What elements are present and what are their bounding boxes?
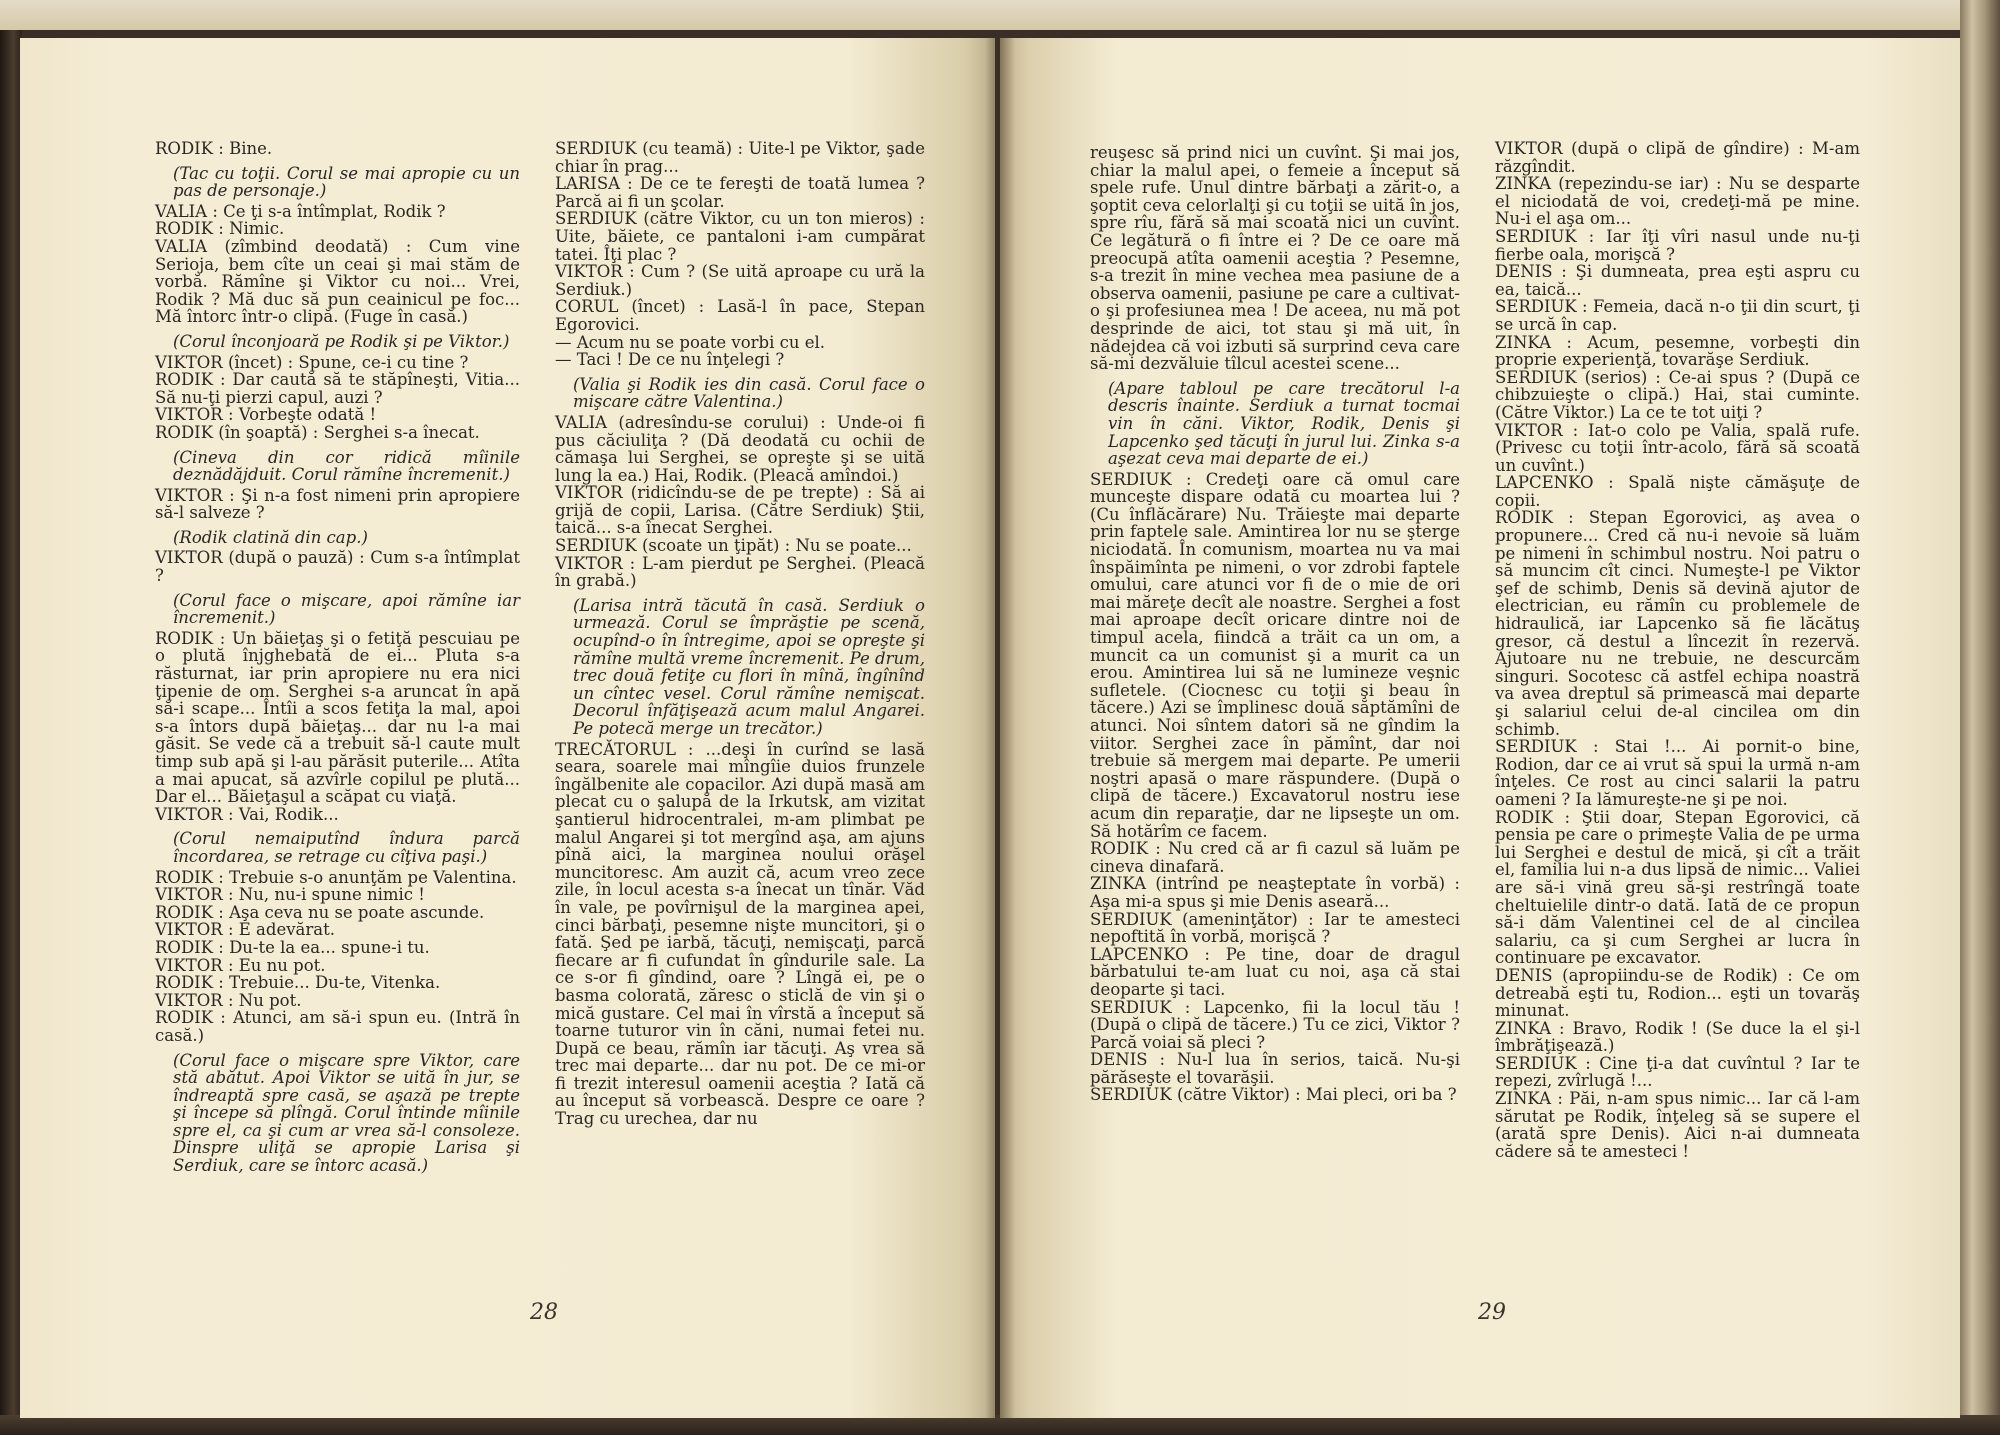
dialogue-line: ZINKA : Păi, n-am spus nimic... Iar că l-am sărutat pe Rodik, înţeleg să se supere el (arată spre Denis). Aici n-ai dumneata cădere să te amesteci !: [1495, 1089, 1860, 1161]
page-stack-right-edge: [1960, 0, 2000, 1435]
stage-direction: (Corul nemaiputînd îndura parcă încordarea, se retrage cu cîţiva paşi.): [173, 829, 520, 866]
dialogue-line: RODIK : Atunci, am să-i spun eu. (Intră în casă.): [155, 1008, 520, 1045]
dialogue-line: LAPCENKO : Spală nişte cămăşuţe de copii.: [1495, 473, 1860, 510]
dialogue-line: SERDIUK : Iar îţi vîri nasul unde nu-ţi fierbe oala, morişcă ?: [1495, 226, 1860, 264]
dialogue-line: RODIK (în şoaptă) : Serghei s-a înecat.: [155, 422, 480, 442]
dialogue-line: RODIK : Dar caută să te stăpîneşti, Vitia... Să nu-ţi pierzi capul, auzi ?: [155, 370, 520, 407]
dialogue-line: SERDIUK (ameninţător) : Iar te amesteci nepoftită în vorbă, morişcă ?: [1090, 909, 1460, 947]
dialogue-line: VIKTOR : Şi n-a fost nimeni prin apropiere să-l salveze ?: [155, 485, 520, 523]
dialogue-line: VIKTOR (ridicîndu-se de pe trepte) : Să ai grijă de copii, Larisa. (Către Serdiuk) Ştii, taică... s-a înecat Serghei.: [555, 483, 925, 538]
dialogue-line: RODIK : Ştii doar, Stepan Egorovici, că pensia pe care o primeşte Valia de pe urma lui Serghei e destul de mică, şi cît a trăit el, familia lui n-a dus lipsă de nimic... Valiei are să-i vină greu să-şi restrîngă toate cheltuielile dintr-o dată. Iată de ce propun să-i dăm Valentinei cel de al cincilea salariu, ca şi cum Serghei ar lucra în continuare pe excavator.: [1495, 807, 1860, 968]
dialogue-line: SERDIUK : Cine ţi-a dat cuvîntul ? Iar te repezi, zvîrlugă !...: [1495, 1053, 1860, 1091]
text-column-4: [1495, 140, 1860, 1160]
dialogue-line: VIKTOR : Vorbeşte odată !: [155, 405, 377, 425]
bottom-edge: [0, 1415, 2000, 1435]
dialogue-line: VALIA : Ce ţi s-a întîmplat, Rodik ?: [155, 201, 446, 221]
page-number-right: 29: [1478, 1300, 1506, 1325]
dialogue-line: SERDIUK : Lapcenko, fii la locul tău ! (După o clipă de tăcere.) Tu ce zici, Viktor ? Parcă voiai să pleci ?: [1090, 997, 1460, 1052]
dialogue-line: SERDIUK (către Viktor) : Mai pleci, ori ba ?: [1090, 1085, 1457, 1105]
stage-direction: (Rodik clatină din cap.): [173, 527, 368, 547]
dialogue-line: RODIK : Trebuie... Du-te, Vitenka.: [155, 973, 441, 993]
dialogue-line: VIKTOR : L-am pierdut pe Serghei. (Pleacă în grabă.): [555, 553, 925, 591]
stage-direction: (Tac cu toţii. Corul se mai apropie cu un pas de personaje.): [173, 163, 520, 201]
dialogue-line: VIKTOR : Iat-o colo pe Valia, spală rufe. (Privesc cu toţii într-acolo, fără să scoată un cuvînt.): [1495, 420, 1860, 475]
dialogue-line: CORUL (încet) : Lasă-l în pace, Stepan Egorovici.: [555, 297, 925, 334]
dialogue-line: VIKTOR (după o pauză) : Cum s-a întîmplat ?: [155, 548, 520, 586]
stage-direction: (Corul face o mişcare, apoi rămîne iar încremenit.): [173, 590, 520, 628]
dialogue-line: RODIK : Du-te la ea... spune-i tu.: [155, 937, 430, 957]
dialogue-line: LARISA : De ce te fereşti de toată lumea ? Parcă ai fi un şcolar.: [555, 174, 925, 211]
dialogue-line: ZINKA : Acum, pesemne, vorbeşti din proprie experienţă, tovarăşe Serdiuk.: [1495, 332, 1860, 370]
dialogue-line: RODIK : Un băieţaş şi o fetiţă pescuiau pe o plută înjghebată de ei... Pluta s-a răsturnat, iar prin apropiere nu era nici ţipenie de om. Serghei s-a aruncat în apă să-i scape... Întîi a scos fetiţa la mal, apoi s-a întors după băieţaş... dar nu l-a mai găsit. Se vede că a trebuit să-l caute mult timp sub apă şi l-au părăsit puterile... Atîta a mai apucat, să azvîrle copilul pe plută... Dar el... Băieţaşul a scăpat cu viaţă.: [155, 628, 520, 807]
top-edge: [0, 0, 2000, 30]
dialogue-line: RODIK : Aşa ceva nu se poate ascunde.: [155, 902, 485, 922]
stage-direction: (Corul face o mişcare spre Viktor, care stă abătut. Apoi Viktor se uită în jur, se îndreaptă spre casă, se aşază pe trepte şi începe să plîngă. Corul întinde mîinile spre el, ca şi cum ar vrea să-l consoleze. Dinspre uliţă se apropie Larisa şi Serdiuk, care se întorc acasă.): [173, 1050, 520, 1176]
dialogue-line: SERDIUK : Stai !... Ai pornit-o bine, Rodion, dar ce ai vrut să spui la urmă n-am înţeles. Ce rost au cinci salarii la patru oameni ? Ia lămureşte-ne şi pe noi.: [1495, 737, 1860, 809]
dialogue-line: TRECĂTORUL : ...deşi în curînd se lasă seara, soarele mai mîngîie duios frunzele îngălbenite ale copacilor. Azi după masă am plecat cu o şalupă de la Irkutsk, am vizitat şantierul hidrocentralei, m-am plimbat pe malul Angarei şi tot mergînd aşa, am ajuns pînă aici, la marginea noului orăşel muncitoresc. Am auzit că, acum vreo zece zile, în locul acesta s-a înecat un tînăr. Văd în vale, pe povîrnişul de la marginea apei, cinci bărbaţi, pesemne nişte muncitori, şi o fată. Şed pe iarbă, tăcuţi, nemişcaţi, parcă fiecare ar fi cufundat în gîndurile sale. La ce s-or fi gîndind, oare ? Lîngă ei, pe o basma colorată, zăresc o sticlă de vin şi o mică gustare. Cel mai în vîrstă a început să toarne tuturor vin în căni, numai fetei nu. După ce beau, rămîn iar tăcuţi. Aş vrea să trec mai departe... dar nu pot. De ce mi-or fi trezit interesul oamenii aceştia ? Iată că au început să vorbească. Despre ce oare ? Trag cu urechea, dar nu: [555, 739, 925, 1129]
dialogue-line: RODIK : Stepan Egorovici, aş avea o propunere... Cred că nu-i nevoie să luăm pe nimeni în schimbul nostru. Noi patru o să muncim cît cinci. Numeşte-l pe Viktor şef de schimb, Denis să devină ajutor de electrician, eu rămîn cu problemele de hidraulică, iar Lapcenko să fie lăcătuş gresor, că destul a lîncezit în rezervă. Ajutoare nu ne trebuie, ne descurcăm singuri. Socotesc că astfel echipa noastră va avea dreptul să primească mai departe şi salariul celui de-al cincilea om din schimb.: [1495, 508, 1860, 739]
text-column-1: [155, 140, 520, 1178]
dialogue-line: VIKTOR (încet) : Spune, ce-i cu tine ?: [155, 352, 469, 372]
book-gutter: [985, 38, 1015, 1418]
dialogue-line: SERDIUK (scoate un ţipăt) : Nu se poate...: [555, 536, 912, 556]
dialogue-line: RODIK : Nimic.: [155, 219, 285, 239]
dialogue-line: VIKTOR (după o clipă de gîndire) : M-am răzgîndit.: [1495, 139, 1860, 176]
dialogue-line: DENIS (apropiindu-se de Rodik) : Ce om detreabă eşti tu, Rodion... eşti un tovarăş minunat.: [1495, 965, 1860, 1021]
dialogue-line: VIKTOR : Vai, Rodik...: [155, 804, 339, 824]
stage-direction: (Cineva din cor ridică mîinile deznădăjduit. Corul rămîne încremenit.): [173, 447, 520, 485]
text-column-3: [1090, 144, 1460, 1104]
dialogue-line: VALIA (zîmbind deodată) : Cum vine Serioja, bem cîte un ceai şi mai stăm de vorbă. Rămîne şi Viktor cu noi... Vrei, Rodik ? Mă duc să pun ceainicul pe foc... Mă întorc într-o clipă. (Fuge în casă.): [155, 236, 520, 327]
dialogue-line: ZINKA (repezindu-se iar) : Nu se desparte el niciodată de voi, credeţi-mă pe mine. Nu-i el aşa om...: [1495, 174, 1860, 229]
dialogue-line: ZINKA (intrînd pe neaşteptate în vorbă) : Aşa mi-a spus şi mie Denis aseară...: [1090, 874, 1460, 911]
stage-direction: (Larisa intră tăcută în casă. Serdiuk o urmează. Corul se împrăştie pe scenă, ocupînd-o în întregime, apoi se opreşte şi rămîne multă vreme încremenit. Pe drum, trec două fetiţe cu flori în mînă, îngînînd un cîntec vesel. Corul rămîne nemişcat. Decorul înfăţişează acum malul Angarei. Pe potecă merge un trecător.): [573, 595, 925, 738]
dialogue-line: SERDIUK (către Viktor, cu un ton mieros) : Uite, băiete, ce pantaloni i-am cumpărat tatei. Îţi plac ?: [555, 209, 925, 264]
dialogue-line: VIKTOR : Nu pot.: [155, 990, 302, 1010]
dialogue-line: SERDIUK : Credeţi oare că omul care munceşte dispare odată cu moartea lui ? (Cu înflăcărare) Nu. Trăieşte mai departe prin faptele sale. Amintirea lor nu se şterge niciodată. În comunism, moartea nu va mai înspăimînta pe nimeni, o vor zdrobi faptele omului, care atunci vor fi de o mie de ori mai măreţe decît ale noastre. Serghei a fost mai aproape decît oricare dintre noi de timpul acela, fiindcă a trăit ca un om, a muncit ca un comunist şi a murit ca un erou. Amintirea lui să ne lumineze veşnic sufletele. (Ciocnesc cu toţii şi beau în tăcere.) Azi se împlinesc două săptămîni de atunci. Noi sîntem datori să ne gîndim la viitor. Serghei zace în pămînt, dar noi trebuie să mergem mai departe. Pe umerii noştri apasă o mare răspundere. (După o clipă de tăcere.) Excavatorul nostru iese acum din reparaţie, dar ne lipseşte un om. Să hotărîm ce facem.: [1090, 469, 1460, 841]
dialogue-line: VIKTOR : Eu nu pot.: [155, 955, 326, 975]
dialogue-line: SERDIUK (cu teamă) : Uite-l pe Viktor, şade chiar în prag...: [555, 139, 925, 176]
page-number-left: 28: [530, 1300, 558, 1325]
dialogue-line: VALIA (adresîndu-se corului) : Unde-oi fi pus căciuliţa ? (Dă deodată cu ochii de cămaşa lui Serghei, se opreşte şi se uită lung la ea.) Hai, Rodik. (Pleacă amîndoi.): [555, 412, 925, 485]
dialogue-line: DENIS : Nu-l lua în serios, taică. Nu-şi părăseşte el tovarăşii.: [1090, 1050, 1460, 1087]
dialogue-line: ZINKA : Bravo, Rodik ! (Se duce la el şi-l îmbrăţişează.): [1495, 1018, 1860, 1056]
dialogue-line: RODIK : Bine.: [155, 139, 273, 158]
dialogue-line: — Taci ! De ce nu înţelegi ?: [555, 350, 785, 370]
stage-direction: (Apare tabloul pe care trecătorul l-a descris înainte. Serdiuk a turnat tocmai vin în căni. Viktor, Rodik, Denis şi Lapcenko şed tăcuţi în jurul lui. Zinka s-a aşezat ceva mai departe de ei.): [1108, 378, 1460, 469]
dialogue-line: SERDIUK : Femeia, dacă n-o ţii din scurt, ţi se urcă în cap.: [1495, 297, 1860, 334]
dialogue-line: RODIK : Nu cred că ar fi cazul să luăm pe cineva dinafară.: [1090, 839, 1460, 876]
stage-direction: (Valia şi Rodik ies din casă. Corul face o mişcare către Valentina.): [573, 374, 925, 412]
dialogue-line: VIKTOR : Cum ? (Se uită aproape cu ură la Serdiuk.): [555, 262, 925, 299]
dialogue-line: reuşesc să prind nici un cuvînt. Şi mai jos, chiar la malul apei, o femeie a început să spele rufe. Unul dintre bărbaţi a zărit-o, a şoptit ceva celorlalţi şi cu toţii se uită în jos, spre rîu, fără să mai scoată nici un cuvînt. Ce legătură o fi între ei ? De ce oare mă preocupă atîta oamenii aceştia ? Pesemne, s-a trezit în mine vechea mea pasiune de a observa oamenii, pasiune pe care a cultivat-o şi profesiunea mea ! De aceea, nu mă pot desprinde de aici, tot stau şi mă uit, în nădejdea că voi izbuti să surprind ceva care să-mi dezvăluie tîlcul acestei scene...: [1090, 143, 1460, 374]
dialogue-line: RODIK : Trebuie s-o anunţăm pe Valentina.: [155, 867, 517, 887]
dialogue-line: SERDIUK (serios) : Ce-ai spus ? (După ce chibzuieşte o clipă.) Hai, stai cuminte. (Către Viktor.) La ce te tot uiţi ?: [1495, 367, 1860, 422]
dialogue-line: — Acum nu se poate vorbi cu el.: [555, 332, 825, 352]
cover-left-edge: [0, 30, 22, 1430]
dialogue-line: DENIS : Şi dumneata, prea eşti aspru cu ea, taică...: [1495, 262, 1860, 299]
dialogue-line: VIKTOR : E adevărat.: [155, 920, 335, 940]
dialogue-line: VIKTOR : Nu, nu-i spune nimic !: [155, 885, 425, 905]
text-column-2: [555, 140, 925, 1128]
dialogue-line: LAPCENKO : Pe tine, doar de dragul bărbatului te-am luat cu noi, aşa că stai deoparte şi taci.: [1090, 944, 1460, 999]
stage-direction: (Corul înconjoară pe Rodik şi pe Viktor.): [173, 331, 510, 351]
